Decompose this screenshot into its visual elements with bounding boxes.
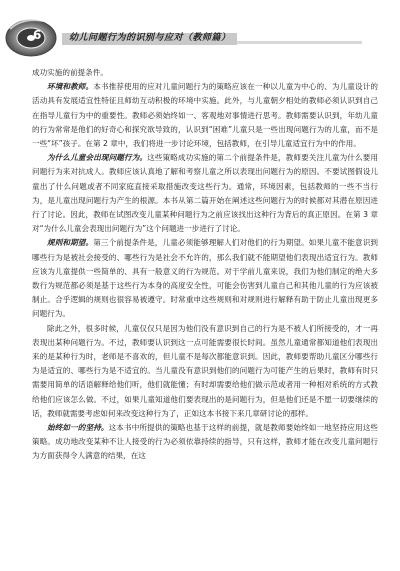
paragraph-text: 本书推荐使用的应对儿童问题行为的策略应该在一种以儿童为中心的、为儿童设计的活动具有发展适宜性特征且师幼互动积极的环境中实施。此外，与儿童朝夕相处的教师必须认识到自己在指导儿童行为中的重要性。教师必须始终如一、客观地对事情进行思考。教师需要认识到，年幼儿童的行为常常是他们的好奇心和探究欲导致的，认识到“困难”儿童只是一些出现问题行为的儿童，而不是一些“坏”孩子。在第 2 章中，我们将进一步讨论环境，包括教师，在引导儿童适宜行为中的作用。 <box>32 82 378 149</box>
paragraph <box>32 66 378 80</box>
paragraph <box>32 151 378 236</box>
body-text <box>32 66 378 464</box>
paragraph-text: 这本书中所提供的策略也基于这样的前提，就是教师要始终如一地坚持应用这些策略。成功地改变某种不让人接受的行为必须依靠持续的指导，只有这样，教师才能在改变儿童问题行为方面获得令人满意的结果，在这 <box>32 423 379 461</box>
paragraph-text: 成功实施的前提条件。 <box>32 68 108 77</box>
paragraph-text: 除此之外，很多时候，儿童仅仅只是因为他们没有意识到自己的行为是不被人们所接受的，才一再表现出某种问题行为。不过，教师要认识到这一点可能需要很长时间。虽然儿童通常都知道他们表现出来的是某种行为时，老师是不喜欢的，但儿童不是每次都能意识到。因此，教师要帮助儿童区分哪些行为是适宜的、哪些行为是不适宜的。当儿童没有意识到他们的问题行为可能产生的后果时，教师有时只需要用简单的话语解释给他们听，他们就能懂；有时却需要给他们做示范或者用一种相对系统的方式教给他们应该怎么做。不过，如果儿童知道他们要表现出的是问题行为，但是他们还是不愿一切要继续的话，教师就需要考虑如何来改变这种行为了，正如这本书接下来几章研讨论的那样。 <box>32 323 378 418</box>
paragraph-heading: 环境和教师。 <box>47 82 94 92</box>
paragraph <box>32 322 378 421</box>
paragraph <box>32 80 378 151</box>
paragraph-heading: 规则和期望。 <box>47 238 94 248</box>
paragraph-heading: 为什么儿童会出现问题行为。 <box>47 153 148 163</box>
paragraph-heading: 始终如一的坚持。 <box>47 423 109 433</box>
book-title: 幼儿问题行为的识别与应对（教师篇） <box>69 33 231 43</box>
paragraph-text: 这些策略成功实施的第二个前提条件是，教师要关注儿童为什么要用问题行为来对抗成人。教师应该认真地了解和考察儿童之所以表现出问题行为的原因。不要试图假设儿童出了什么问题或者不同家庭直接采取措施改变这些行为。通常，环境因素，包括教师的一些不当行为，是儿童出现问题行为产生的根源。本书从第二篇开始在阐述这些问题行为的时候都对其潜在原因进行了讨论。因此，教师在试图改变儿童某种问题行为之前应该找出这种行为背后的真正原因。在第 3 章对“为什么儿童会表现出问题行为”这个问题进一步进行了讨论。 <box>32 153 379 234</box>
paragraph-text: 第三个前提条件是，儿童必须能够理解人们对他们的行为期望。如果儿童不能意识到哪些行为是被社会接受的、哪些行为是社会不允许的，那么我们就不能期望他们表现出适宜行为。教师应该为儿童提供一些简单的、具有一般意义的行为规范。对于学前儿童来说，我们为他们制定的绝大多数行为规范都必须是基于这些行为本身的高度安全性，可能会伤害到儿童自己和其他儿童的行为应该被制止。合乎逻辑的规则也很容易被遵守。时常重申这些规则和对规则进行解释有助于防止儿童出现更多问题行为。 <box>32 238 378 319</box>
page-number: 6 <box>33 28 42 42</box>
paragraph <box>32 421 378 464</box>
paragraph <box>32 236 378 321</box>
page-header <box>0 0 400 64</box>
